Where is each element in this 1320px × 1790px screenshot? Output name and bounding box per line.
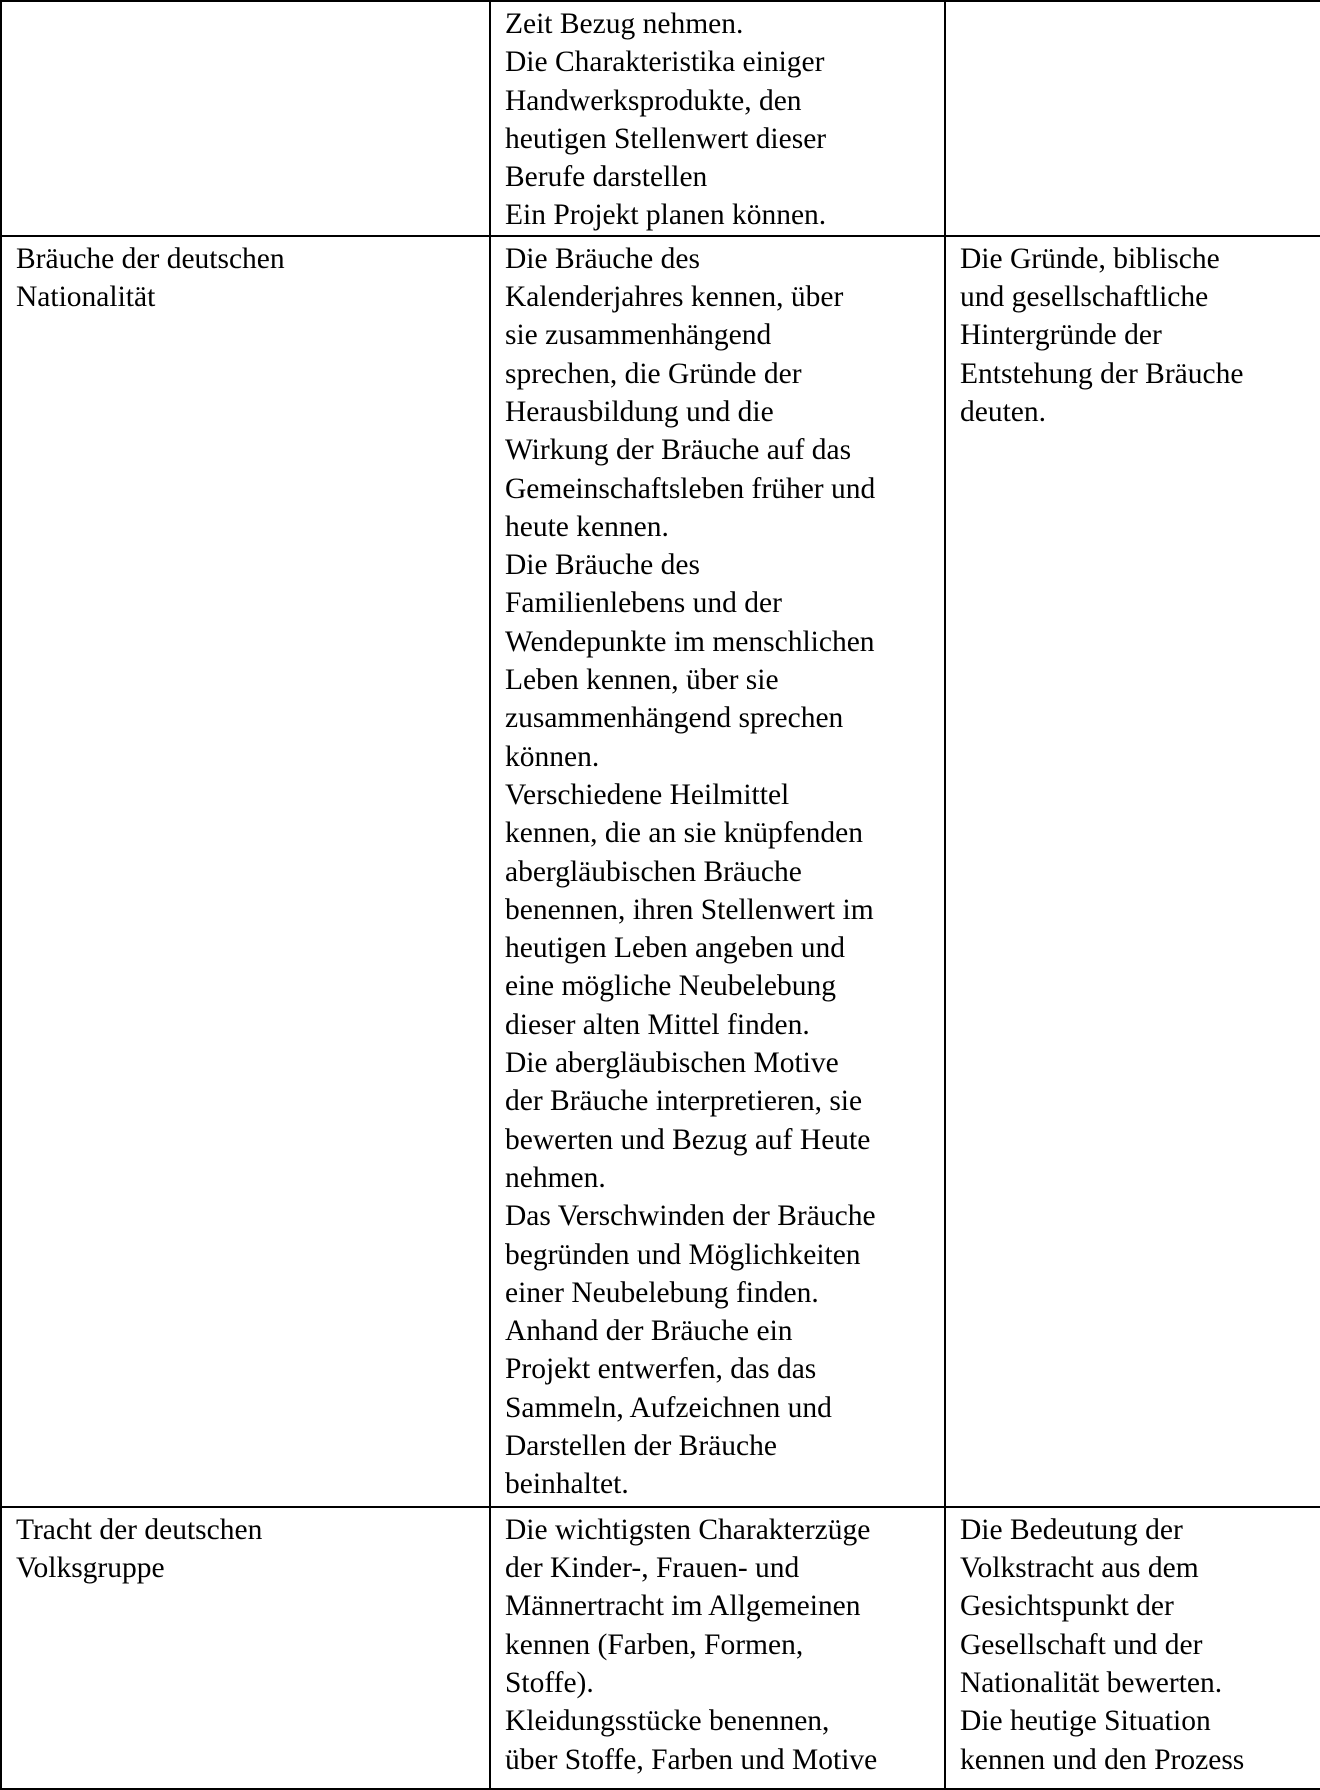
cell-text-line: Projekt entwerfen, das das: [505, 1353, 817, 1386]
cell-text-line: Wirkung der Bräuche auf das: [505, 434, 852, 467]
topic-cell: [1, 1, 490, 236]
cell-text-line: sprechen, die Gründe der: [505, 357, 802, 390]
cell-text-line: zusammenhängend sprechen: [505, 702, 844, 735]
table-row: [1, 236, 1320, 1507]
cell-text-line: Darstellen der Bräuche: [505, 1429, 777, 1462]
advanced-cell: [945, 1507, 1320, 1789]
cell-text-line: und gesellschaftliche: [960, 281, 1209, 314]
cell-text-line: Gesichtspunkt der: [960, 1590, 1174, 1623]
cell-text-line: Das Verschwinden der Bräuche: [505, 1200, 876, 1233]
cell-text-line: dieser alten Mittel finden.: [505, 1008, 810, 1041]
cell-text-line: Entstehung der Bräuche: [960, 357, 1244, 390]
table-row: [1, 1, 1320, 236]
cell-text-line: Bräuche der deutschen: [16, 242, 285, 275]
cell-text-line: der Bräuche interpretieren, sie: [505, 1085, 863, 1118]
cell-text-line: eine mögliche Neubelebung: [505, 970, 836, 1003]
cell-text-line: können.: [505, 740, 600, 773]
cell-text-line: Kalenderjahres kennen, über: [505, 281, 844, 314]
cell-text-line: abergläubischen Bräuche: [505, 855, 802, 888]
cell-text-line: heutigen Stellenwert dieser: [505, 122, 827, 155]
cell-text-line: Die heutige Situation: [960, 1705, 1211, 1738]
cell-text-line: Anhand der Bräuche ein: [505, 1315, 793, 1348]
cell-text-line: nehmen.: [505, 1161, 606, 1194]
cell-text-line: Gemeinschaftsleben früher und: [505, 472, 876, 505]
cell-text-line: Die Bräuche des: [505, 549, 700, 582]
cell-text-line: begründen und Möglichkeiten: [505, 1238, 861, 1271]
advanced-cell: [945, 236, 1320, 1507]
cell-text-line: Sammeln, Aufzeichnen und: [505, 1391, 832, 1424]
cell-text-line: Nationalität bewerten.: [960, 1666, 1223, 1699]
table-row: [1, 1507, 1320, 1789]
cell-text-line: Stoffe).: [505, 1666, 594, 1699]
cell-text-line: deuten.: [960, 395, 1047, 428]
cell-text-line: über Stoffe, Farben und Motive: [505, 1743, 878, 1776]
cell-text-line: Ein Projekt planen können.: [505, 199, 827, 232]
cell-text-line: Tracht der deutschen: [16, 1513, 263, 1546]
cell-text-line: kennen und den Prozess: [960, 1743, 1245, 1776]
cell-text-line: Die Bräuche des: [505, 242, 700, 275]
cell-text-line: benennen, ihren Stellenwert im: [505, 893, 874, 926]
objectives-cell: [490, 1507, 945, 1789]
cell-text-line: Die Bedeutung der: [960, 1513, 1183, 1546]
cell-text-line: Volkstracht aus dem: [960, 1552, 1199, 1585]
cell-text-line: Handwerksprodukte, den: [505, 84, 802, 117]
objectives-cell: [490, 1, 945, 236]
table-body: [1, 1, 1320, 1789]
cell-text-line: heute kennen.: [505, 510, 669, 543]
cell-text-line: Die Charakteristika einiger: [505, 46, 825, 79]
cell-text-line: bewerten und Bezug auf Heute: [505, 1123, 871, 1156]
cell-text-line: Herausbildung und die: [505, 395, 774, 428]
cell-text-line: kennen (Farben, Formen,: [505, 1628, 804, 1661]
cell-text-line: der Kinder-, Frauen- und: [505, 1552, 800, 1585]
cell-text-line: einer Neubelebung finden.: [505, 1276, 819, 1309]
cell-text-line: Die wichtigsten Charakterzüge: [505, 1513, 871, 1546]
advanced-cell: [945, 1, 1320, 236]
cell-text-line: kennen, die an sie knüpfenden: [505, 817, 863, 850]
objectives-cell: [490, 236, 945, 1507]
cell-text-line: Die Gründe, biblische: [960, 242, 1220, 275]
cell-text-line: Männertracht im Allgemeinen: [505, 1590, 861, 1623]
cell-text-line: Gesellschaft und der: [960, 1628, 1203, 1661]
cell-text-line: sie zusammenhängend: [505, 319, 772, 352]
cell-text-line: Die abergläubischen Motive: [505, 1047, 839, 1080]
cell-text-line: Wendepunkte im menschlichen: [505, 625, 875, 658]
cell-text-line: Zeit Bezug nehmen.: [505, 8, 744, 40]
cell-text-line: Berufe darstellen: [505, 161, 708, 194]
cell-text-line: heutigen Leben angeben und: [505, 932, 845, 965]
cell-text-line: Familienlebens und der: [505, 587, 782, 620]
cell-text-line: Nationalität: [16, 281, 156, 314]
cell-text-line: Hintergründe der: [960, 319, 1162, 352]
cell-text-line: Verschiedene Heilmittel: [505, 778, 790, 811]
cell-text-line: Leben kennen, über sie: [505, 664, 779, 697]
topic-cell: [1, 236, 490, 1507]
topic-cell: [1, 1507, 490, 1789]
cell-text-line: Volksgruppe: [16, 1552, 165, 1585]
cell-text-line: Kleidungsstücke benennen,: [505, 1705, 830, 1738]
cell-text-line: beinhaltet.: [505, 1468, 629, 1501]
